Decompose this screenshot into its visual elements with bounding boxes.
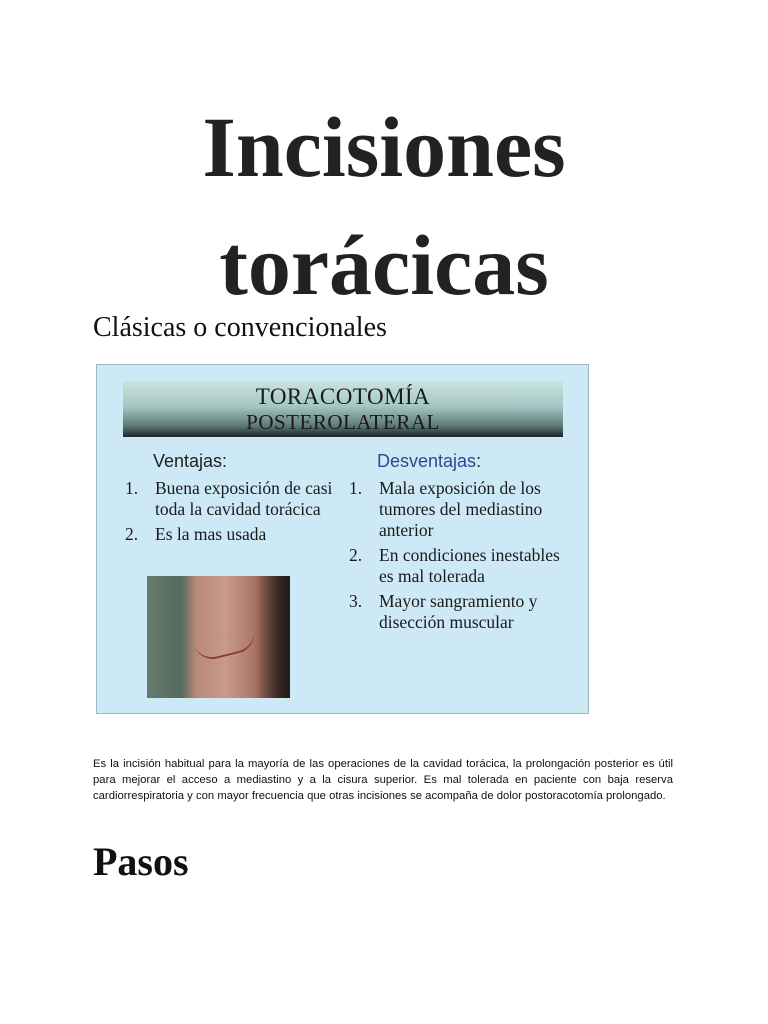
list-item — [349, 545, 574, 587]
disadvantages-heading — [377, 451, 574, 472]
item-number: 1. — [349, 478, 363, 498]
advantages-list — [125, 478, 335, 545]
banner-line-1: TORACOTOMÍA — [255, 384, 431, 409]
item-text: En condiciones inestables es mal tolerada — [379, 545, 560, 586]
heading-colon: : — [476, 451, 482, 471]
photo-shadow — [254, 576, 290, 698]
list-item — [125, 524, 335, 545]
item-number: 2. — [125, 524, 139, 544]
banner-line-2: POSTEROLATERAL — [246, 410, 440, 434]
list-item — [349, 591, 574, 633]
item-text: Mala exposición de los tumores del mediastino anterior — [379, 478, 543, 540]
item-number: 1. — [125, 478, 139, 498]
item-text: Mayor sangramiento y disección muscular — [379, 591, 538, 632]
item-text: Es la mas usada — [155, 524, 267, 544]
disadvantages-list — [349, 478, 574, 633]
item-number: 2. — [349, 545, 363, 565]
page-title — [0, 88, 768, 324]
incision-scar — [194, 629, 259, 663]
item-text: Buena exposición de casi toda la cavidad torácica — [155, 478, 333, 519]
body-paragraph: Es la incisión habitual para la mayoría de las operaciones de la cavidad torácica, la prolongación posterior es útil para mejorar el acceso a mediastino y a la cisura superior. Es mal tolerada en paciente con baja reserva cardiorrespiratoria y con mayor frecuencia que otras incisiones se acompaña de dolor postoracotomía prolongado. — [93, 758, 673, 802]
title-line-2: torácicas — [219, 217, 549, 313]
list-item — [349, 478, 574, 541]
slide-image — [96, 364, 589, 714]
title-line-1: Incisiones — [202, 99, 566, 195]
advantages-heading: Ventajas: — [153, 451, 228, 471]
disadvantages-heading-text: Desventajas — [377, 451, 477, 471]
slide-banner — [123, 381, 563, 437]
list-item — [125, 478, 335, 520]
section-heading-pasos: Pasos — [93, 839, 189, 884]
disadvantages-column — [349, 451, 574, 637]
patient-photo — [147, 576, 290, 698]
advantages-column — [125, 451, 335, 549]
subtitle: Clásicas o convencionales — [93, 312, 387, 343]
item-number: 3. — [349, 591, 363, 611]
